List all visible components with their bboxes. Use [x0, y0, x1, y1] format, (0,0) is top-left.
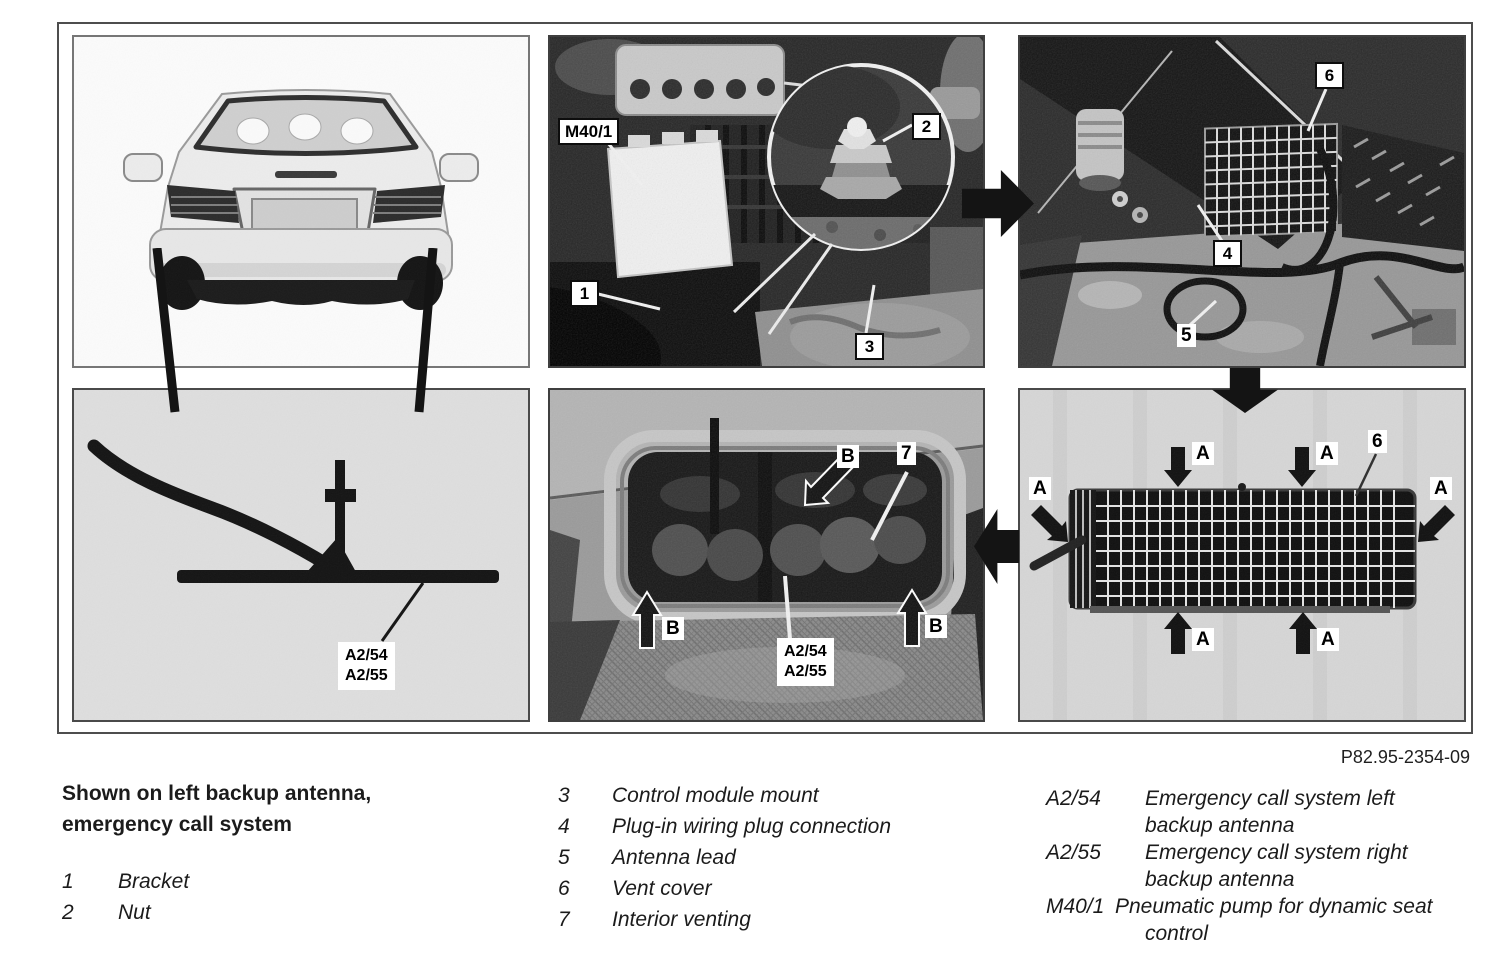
legend-key: 3: [558, 784, 570, 807]
legend-desc: Nut: [118, 901, 151, 924]
legend-desc: Vent cover: [612, 877, 712, 900]
callout-b-bottom-left: B: [662, 617, 684, 640]
photo-interior-venting: [550, 390, 983, 720]
legend-key: A2/54: [1046, 787, 1101, 810]
antenna-left-code: A2/54: [345, 647, 388, 664]
panel-photo-interior-venting: [548, 388, 985, 722]
callout-3: 3: [855, 333, 884, 360]
legend-desc: Emergency call system right backup antenna: [1145, 841, 1408, 891]
legend-item-2: [62, 897, 189, 928]
legend-item-m40-1: [1046, 893, 1475, 947]
antenna-right-code: A2/55: [784, 663, 827, 680]
legend-column-3: [1046, 785, 1475, 947]
panel-antenna-diagram: [72, 388, 530, 722]
legend-column-2: [558, 780, 891, 935]
callout-m40-1: M40/1: [558, 118, 619, 145]
figure-reference-number: P82.95-2354-09: [1340, 747, 1470, 767]
callout-7: 7: [897, 442, 916, 465]
callout-b-bottom-right: B: [925, 615, 947, 638]
legend-desc: Control module mount: [612, 784, 819, 807]
panel-vent-cover-part: [1018, 388, 1466, 722]
callout-a-left: A: [1029, 477, 1051, 500]
legend-key: M40/1: [1046, 895, 1105, 918]
legend-desc: Plug-in wiring plug connection: [612, 815, 891, 838]
antenna-right-code: A2/55: [345, 667, 388, 684]
vent-cover-part-photo: [1020, 390, 1464, 720]
callout-6: 6: [1315, 62, 1344, 89]
panel-car-rear-view: [72, 35, 530, 368]
legend-desc: Interior venting: [612, 908, 751, 931]
legend-desc: Emergency call system left backup antenna: [1145, 787, 1395, 837]
legend-key: 7: [558, 908, 570, 931]
callout-a-top-right: A: [1316, 442, 1338, 465]
legend-title-line1: Shown on left backup antenna,: [62, 782, 372, 805]
callout-a-right: A: [1430, 477, 1452, 500]
callout-a-top-left: A: [1192, 442, 1214, 465]
legend-item-6: [558, 873, 891, 904]
legend-key: A2/55: [1046, 841, 1101, 864]
legend-item-a2-54: [1046, 785, 1475, 839]
callout-5: 5: [1177, 324, 1196, 347]
legend-item-1: [62, 866, 189, 897]
callout-6: 6: [1368, 430, 1387, 453]
callout-a254-a255: [338, 642, 395, 690]
backup-antenna-drawing: [74, 390, 528, 720]
legend-key: 4: [558, 815, 570, 838]
legend-item-7: [558, 904, 891, 935]
legend-item-a2-55: [1046, 839, 1475, 893]
legend-column-1: [62, 866, 189, 928]
legend-key: 6: [558, 877, 570, 900]
photo-pump-location: [550, 37, 983, 366]
legend-key: 2: [62, 901, 74, 924]
legend-key: 1: [62, 870, 74, 893]
callout-a-bottom-left: A: [1192, 628, 1214, 651]
callout-a254-a255: [777, 638, 834, 686]
panel-photo-pump-location: [548, 35, 985, 368]
legend-desc: Antenna lead: [612, 846, 736, 869]
callout-a-bottom-right: A: [1317, 628, 1339, 651]
legend-item-5: [558, 842, 891, 873]
panel-photo-vent-cover-installed: [1018, 35, 1466, 368]
callout-2: 2: [912, 113, 941, 140]
callout-1: 1: [570, 280, 599, 307]
legend-item-3: [558, 780, 891, 811]
photo-vent-cover-installed: [1020, 37, 1464, 366]
callout-4: 4: [1213, 240, 1242, 267]
callout-b-top: B: [837, 445, 859, 468]
car-rear-view-drawing: [74, 37, 528, 366]
antenna-left-code: A2/54: [784, 643, 827, 660]
legend-desc: Pneumatic pump for dynamic seat control: [1115, 895, 1433, 945]
legend-key: 5: [558, 846, 570, 869]
legend-title: [62, 778, 371, 840]
legend-desc: Bracket: [118, 870, 190, 893]
legend-item-4: [558, 811, 891, 842]
legend-title-line2: emergency call system: [62, 813, 292, 836]
